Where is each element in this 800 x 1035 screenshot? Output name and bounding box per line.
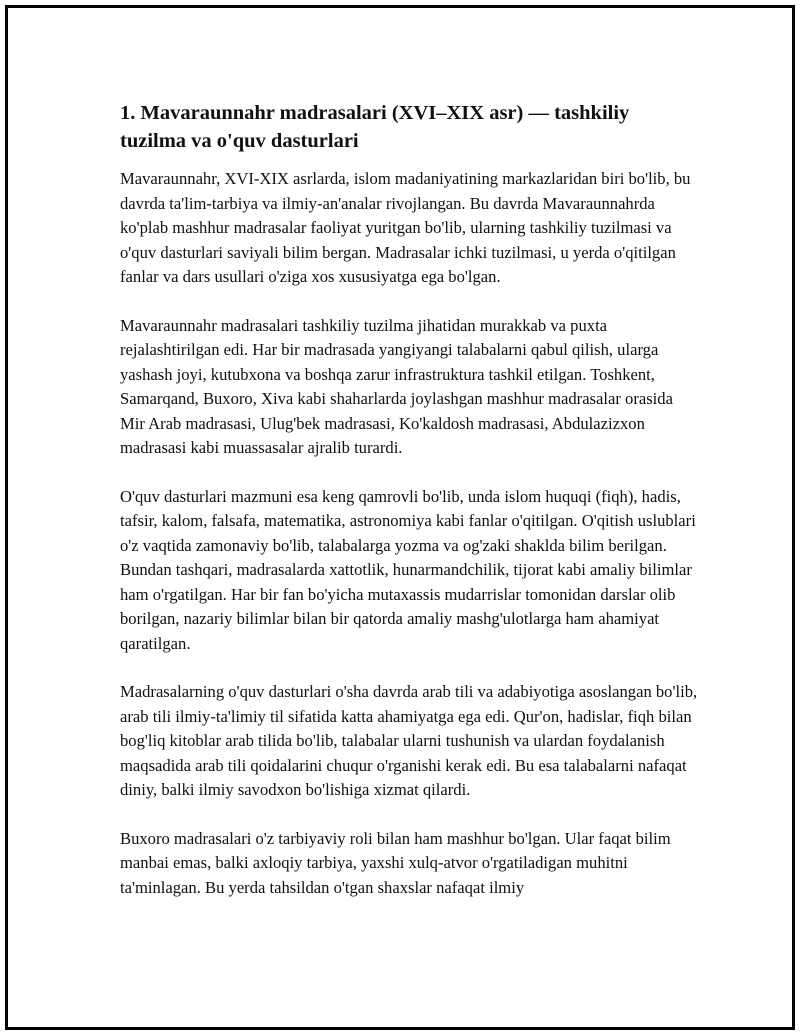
paragraph-2: Mavaraunnahr madrasalari tashkiliy tuzilma jihatidan murakkab va puxta rejalashtirilgan edi. Har bir madrasada yangiyangi talabalarni qabul qilish, ularga yashash joyi, kutubxona va boshqa zarur infrastruktura tashkil etilgan. Toshkent, Samarqand, Buxoro, Xiva kabi shaharlarda joylashgan mashhur madrasalar orasida Mir Arab madrasasi, Ulug'bek madrasasi, Ko'kaldosh madrasasi, Abdulazizxon madrasasi kabi muassasalar ajralib turardi. <box>120 315 673 457</box>
paragraph-4: Madrasalarning o'quv dasturlari o'sha davrda arab tili va adabiyotiga asoslangan bo'lib, arab tili ilmiy-ta'limiy til sifatida katta ahamiyatga ega edi. Qur'on, hadislar, fiqh bilan bog'liq kitoblar arab tilida bo'lib, talabalar ularni tushunish va ulardan foydalanish maqsadida arab tili qoidalarini chuqur o'rganishi kerak edi. Bu esa talabalarni nafaqat diniy, balki ilmiy savodxon bo'lishiga xizmat qilardi. <box>120 682 698 799</box>
section-title: 1. Mavaraunnahr madrasalari (XVI–XIX asr) — tashkiliy tuzilma va o'quv dasturlari <box>120 102 630 152</box>
document-body <box>120 99 700 924</box>
paragraph-3: O'quv dasturlari mazmuni esa keng qamrovli bo'lib, unda islom huquqi (fiqh), hadis, tafsir, kalom, falsafa, matematika, astronomiya kabi fanlar o'qitilgan. O'qitish uslublari o'z vaqtida zamonaviy bo'lib, talabalarga yozma va og'zaki shaklda bilim berilgan. Bundan tashqari, madrasalarda xattotlik, hunarmandchilik, tijorat kabi amaliy bilimlar ham o'rgatilgan. Har bir fan bo'yicha mutaxassis mudarrislar tomonidan darslar olib borilgan, nazariy bilimlar bilan bir qatorda amaliy mashg'ulotlarga ham ahamiyat qaratilgan. <box>120 486 696 653</box>
page-frame <box>5 5 795 1030</box>
paragraph-1: Mavaraunnahr, XVI-XIX asrlarda, islom madaniyatining markazlaridan biri bo'lib, bu davrda ta'lim-tarbiya va ilmiy-an'analar rivojlangan. Bu davrda Mavaraunnahrda ko'plab mashhur madrasalar faoliyat yuritgan bo'lib, ularning tashkiliy tuzilmasi va o'quv dasturlari saviyali bilim bergan. Madrasalar ichki tuzilmasi, u yerda o'qitilgan fanlar va dars usullari o'ziga xos xususiyatga ega bo'lgan. <box>120 169 691 286</box>
paragraph-5: Buxoro madrasalari o'z tarbiyaviy roli bilan ham mashhur bo'lgan. Ular faqat bilim manbai emas, balki axloqiy tarbiya, yaxshi xulq-atvor o'rgatiladigan muhitni ta'minlagan. Bu yerda tahsildan o'tgan shaxslar nafaqat ilmiy <box>120 828 671 897</box>
